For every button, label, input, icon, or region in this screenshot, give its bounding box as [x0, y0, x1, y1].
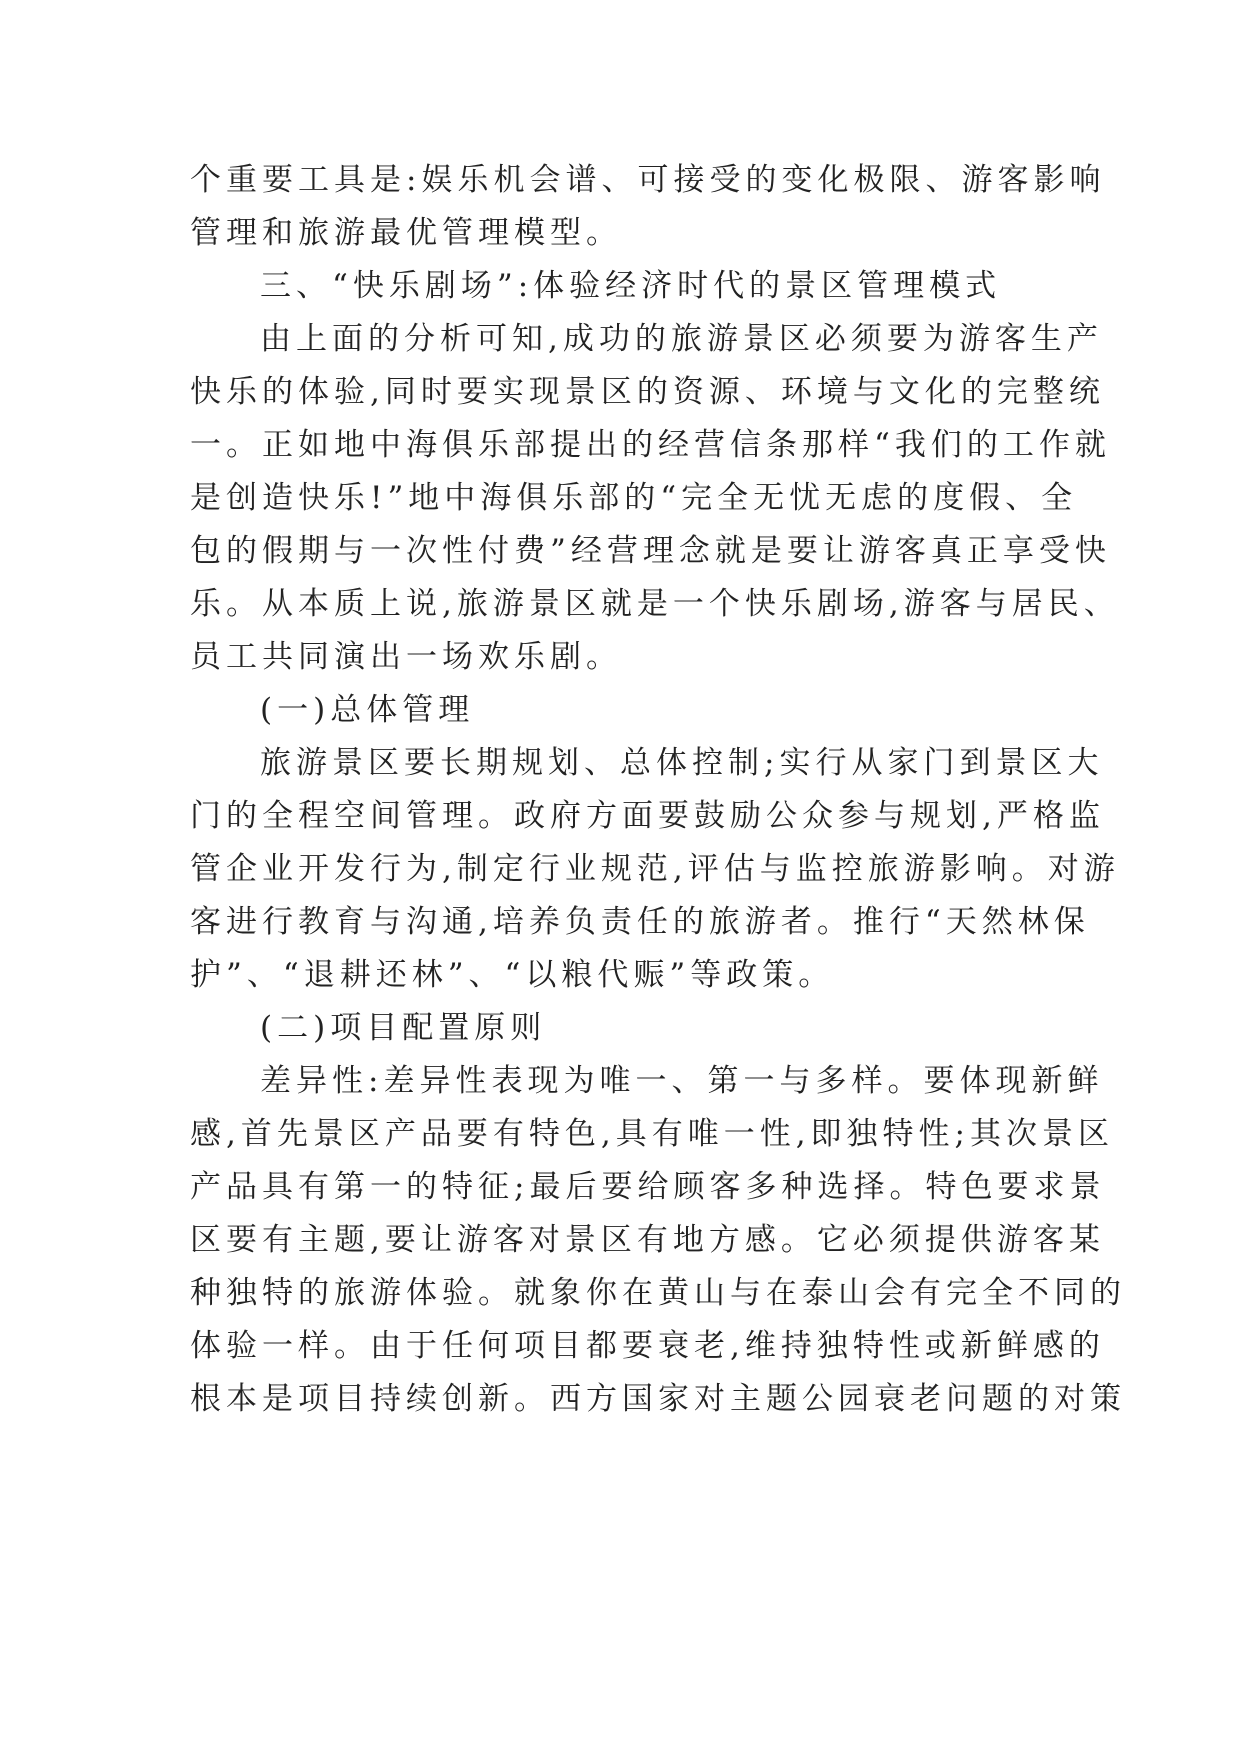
text-line: 产品具有第一的特征;最后要给顾客多种选择。特色要求景: [190, 1169, 1106, 1205]
text-line: 根本是项目持续创新。西方国家对主题公园衰老问题的对策: [190, 1381, 1126, 1417]
text-line: 包的假期与一次性付费”经营理念就是要让游客真正享受快: [190, 533, 1111, 569]
text-line: 种独特的旅游体验。就象你在黄山与在泰山会有完全不同的: [190, 1275, 1126, 1311]
text-line: 护”、“退耕还林”、“以粮代赈”等政策。: [190, 957, 835, 993]
text-line: 一。正如地中海俱乐部提出的经营信条那样“我们的工作就: [190, 427, 1111, 463]
text-line: 是创造快乐!”地中海俱乐部的“完全无忧无虑的度假、全: [190, 480, 1078, 516]
text-line: 管理和旅游最优管理模型。: [190, 215, 622, 251]
text-line: 管企业开发行为,制定行业规范,评估与监控旅游影响。对游: [190, 851, 1120, 887]
text-line: 客进行教育与沟通,培养负责任的旅游者。推行“天然林保: [190, 904, 1090, 940]
text-line: 个重要工具是:娱乐机会谱、可接受的变化极限、游客影响: [190, 162, 1106, 198]
subsection-heading: (二)项目配置原则: [260, 1010, 547, 1046]
paragraph-start: 旅游景区要长期规划、总体控制;实行从家门到景区大: [260, 745, 1104, 781]
text-line: 区要有主题,要让游客对景区有地方感。它必须提供游客某: [190, 1222, 1105, 1258]
text-line: 员工共同演出一场欢乐剧。: [190, 639, 622, 675]
text-line: 门的全程空间管理。政府方面要鼓励公众参与规划,严格监: [190, 798, 1105, 834]
document-body: [190, 154, 1126, 1426]
section-heading: 三、“快乐剧场”:体验经济时代的景区管理模式: [260, 268, 1002, 304]
subsection-heading: (一)总体管理: [260, 692, 475, 728]
paragraph-start: 由上面的分析可知,成功的旅游景区必须要为游客生产: [260, 321, 1103, 357]
text-line: 体验一样。由于任何项目都要衰老,维持独特性或新鲜感的: [190, 1328, 1105, 1364]
text-line: 快乐的体验,同时要实现景区的资源、环境与文化的完整统: [190, 374, 1105, 410]
paragraph-start: 差异性:差异性表现为唯一、第一与多样。要体现新鲜: [260, 1063, 1104, 1099]
text-line: 感,首先景区产品要有特色,具有唯一性,即独特性;其次景区: [190, 1116, 1115, 1152]
text-line: 乐。从本质上说,旅游景区就是一个快乐剧场,游客与居民、: [190, 586, 1120, 622]
